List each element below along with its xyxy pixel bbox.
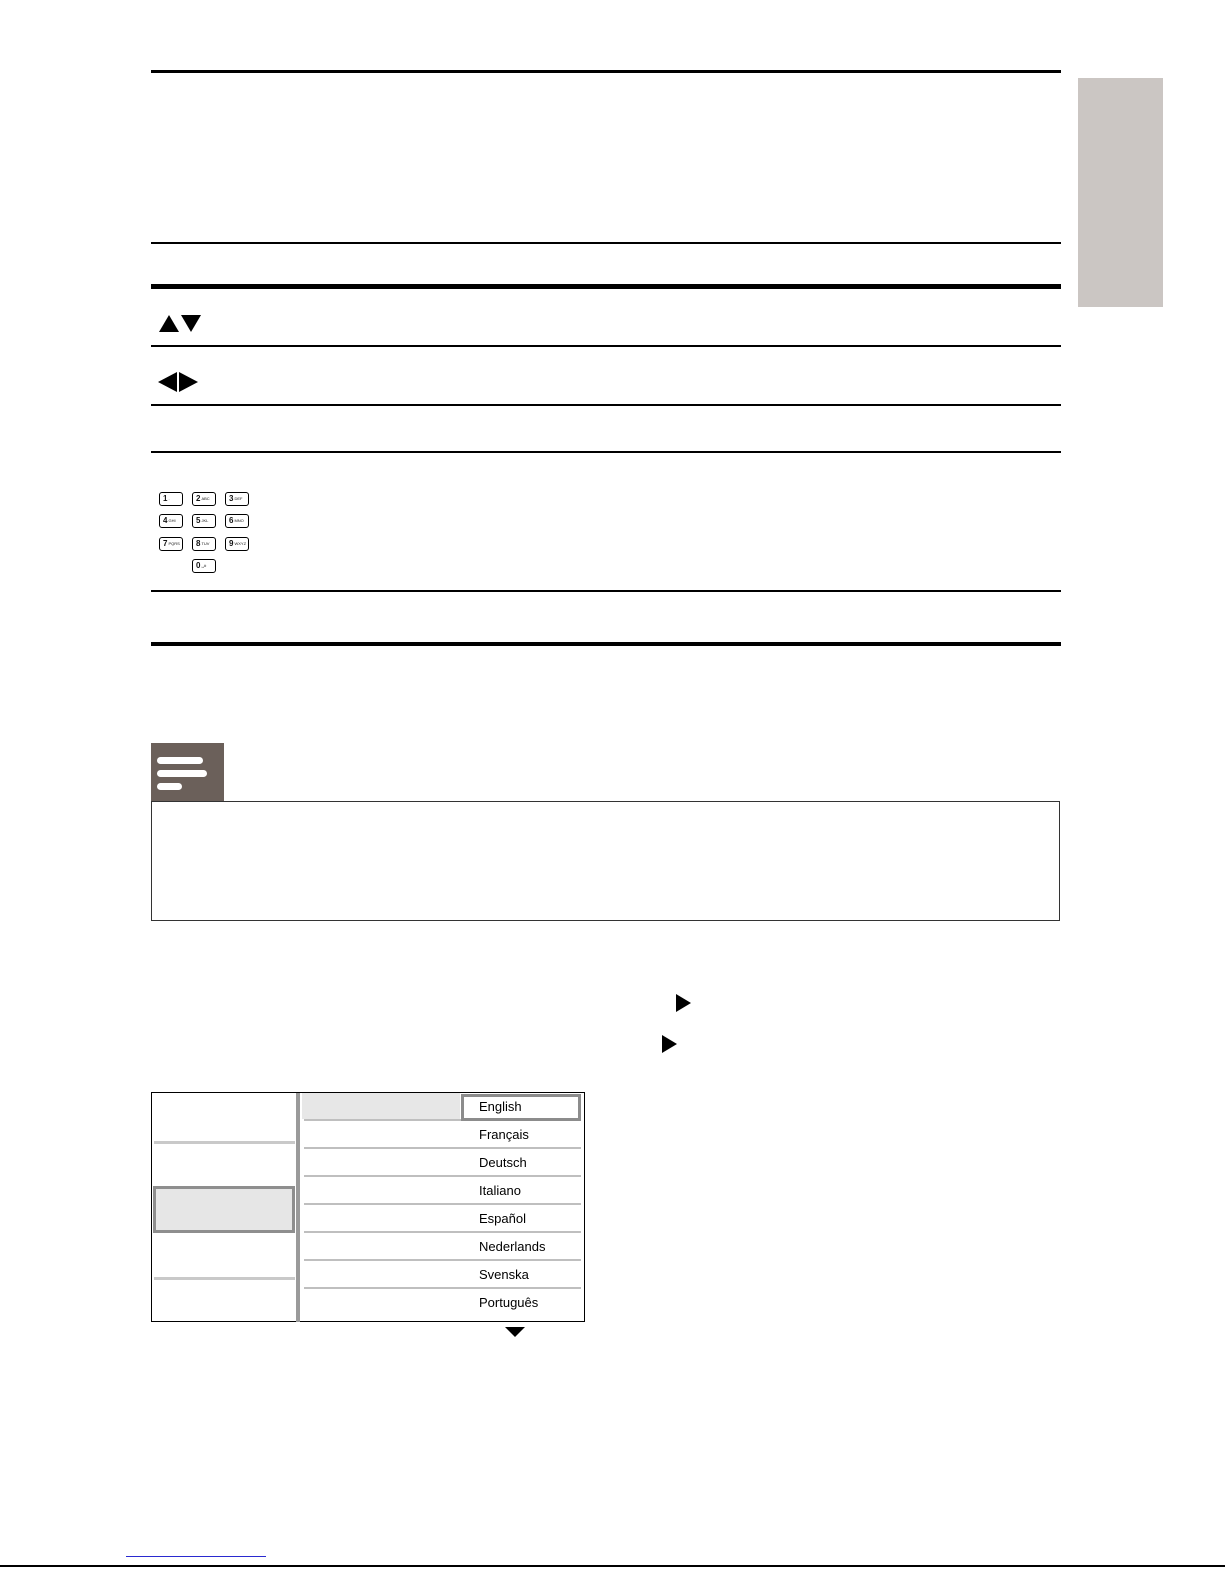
- keypad-key: 5 JKL: [192, 514, 216, 528]
- table-top-rule: [151, 70, 1061, 73]
- keypad-key: 9 WXYZ: [225, 537, 249, 551]
- language-menu: [151, 1092, 585, 1322]
- menu-column-separator: [296, 1093, 300, 1322]
- keypad-key: 6 MNO: [225, 514, 249, 528]
- language-option-svenska[interactable]: Svenska: [479, 1267, 529, 1282]
- footer-rule: [0, 1565, 1225, 1567]
- keypad-key: 0 ␣#: [192, 559, 216, 573]
- language-option-espanol[interactable]: Español: [479, 1211, 526, 1226]
- table-row-divider: [151, 590, 1061, 592]
- right-arrow-icon: [179, 372, 198, 392]
- keypad-key: 1 .: [159, 492, 183, 506]
- menu-left-divider: [154, 1277, 295, 1280]
- left-arrow-icon: [158, 372, 177, 392]
- menu-row[interactable]: [302, 1149, 581, 1177]
- table-row-divider: [151, 451, 1061, 453]
- menu-row[interactable]: [302, 1261, 581, 1289]
- left-right-arrows-icon: [158, 372, 198, 392]
- up-arrow-icon: [159, 315, 179, 332]
- keypad-key: 8 TUV: [192, 537, 216, 551]
- table-bottom-rule: [151, 642, 1061, 646]
- right-arrow-icon: [676, 994, 691, 1012]
- menu-row-divider: [304, 1287, 581, 1289]
- note-box: [151, 801, 1060, 921]
- menu-row[interactable]: [302, 1205, 581, 1233]
- note-icon-line: [157, 783, 182, 790]
- menu-left-selected-item[interactable]: [153, 1186, 295, 1233]
- menu-row[interactable]: [302, 1121, 581, 1149]
- table-heavy-rule: [151, 284, 1061, 289]
- note-icon: [151, 743, 224, 802]
- down-arrow-icon: [181, 315, 201, 332]
- table-row-divider: [151, 345, 1061, 347]
- numeric-keypad-icon: [157, 489, 257, 579]
- language-option-portugues[interactable]: Português: [479, 1295, 539, 1310]
- language-option-nederlands[interactable]: Nederlands: [479, 1239, 546, 1254]
- up-down-arrows-icon: [159, 315, 201, 332]
- footer-link-underline: [126, 1556, 266, 1557]
- keypad-key: 3 DEF: [225, 492, 249, 506]
- language-option-italiano[interactable]: Italiano: [479, 1183, 521, 1198]
- menu-row-highlight: [302, 1093, 460, 1119]
- table-row-divider: [151, 404, 1061, 406]
- table-header-rule: [151, 242, 1061, 244]
- keypad-key: 4 GHI: [159, 514, 183, 528]
- keypad-key: 7 PQRS: [159, 537, 183, 551]
- language-option-deutsch[interactable]: Deutsch: [479, 1155, 527, 1170]
- menu-left-divider: [154, 1141, 295, 1144]
- section-side-tab: [1078, 78, 1163, 307]
- language-option-francais[interactable]: Français: [479, 1127, 529, 1142]
- menu-row[interactable]: [302, 1177, 581, 1205]
- language-option-english[interactable]: English: [479, 1099, 522, 1114]
- note-icon-line: [157, 770, 207, 777]
- down-arrow-icon[interactable]: [505, 1327, 525, 1337]
- note-icon-line: [157, 757, 203, 764]
- keypad-key: 2 ABC: [192, 492, 216, 506]
- right-arrow-icon: [662, 1035, 677, 1053]
